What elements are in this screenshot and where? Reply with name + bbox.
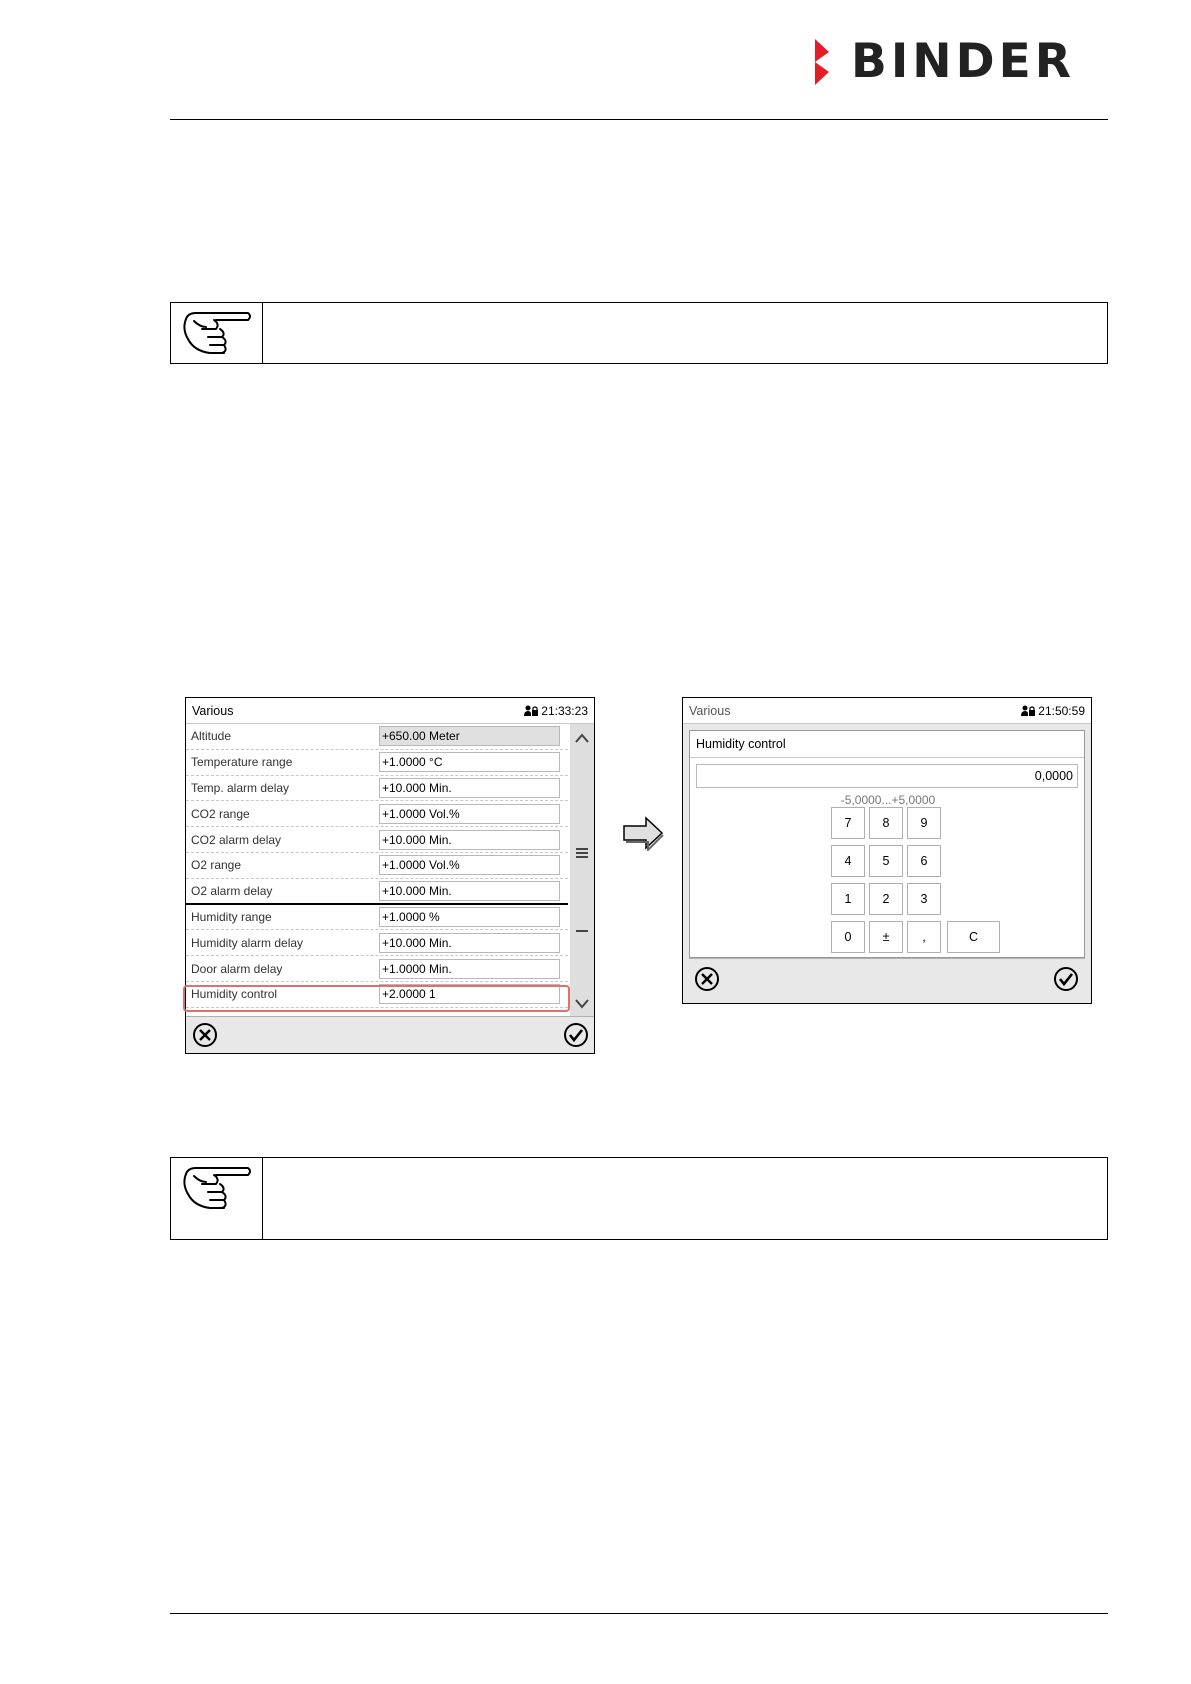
settings-row-door-alarm-delay[interactable] (186, 956, 568, 982)
binder-logo-mark-icon (815, 39, 843, 85)
screen-titlebar (683, 698, 1091, 724)
row-value-field[interactable]: +1.0000 Vol.% (379, 855, 560, 875)
scroll-down-icon[interactable] (570, 996, 594, 1012)
cancel-icon[interactable] (694, 966, 720, 992)
row-label: Temperature range (191, 755, 293, 770)
cancel-icon[interactable] (192, 1022, 218, 1048)
row-value-field[interactable]: +10.000 Min. (379, 830, 560, 850)
keypad-key-5[interactable]: 5 (869, 845, 903, 877)
row-label: Door alarm delay (191, 961, 283, 976)
note-icon-cell (171, 303, 263, 363)
dialog-footer (689, 958, 1085, 999)
keypad-key-7[interactable]: 7 (831, 807, 865, 839)
row-value-field[interactable]: +1.0000 % (379, 907, 560, 927)
screen-titlebar (186, 698, 594, 724)
row-value-field[interactable]: +10.000 Min. (379, 933, 560, 953)
dialog-title: Humidity control (690, 731, 1084, 758)
keypad-key-4[interactable]: 4 (831, 845, 865, 877)
clock-time: 21:50:59 (1038, 703, 1085, 718)
keypad-key-2[interactable]: 2 (869, 883, 903, 915)
menu-lines-icon[interactable] (570, 846, 594, 860)
settings-row-o2-range[interactable] (186, 853, 568, 879)
settings-row-co2-range[interactable] (186, 801, 568, 827)
footer-rule (170, 1613, 1108, 1614)
keypad-key-6[interactable]: 6 (907, 845, 941, 877)
keypad-key-1[interactable]: 1 (831, 883, 865, 915)
settings-row-co2-alarm-delay[interactable] (186, 827, 568, 853)
settings-row-temp-alarm-delay[interactable] (186, 776, 568, 802)
settings-list (186, 724, 568, 1008)
settings-row-humidity-alarm-delay[interactable] (186, 930, 568, 956)
row-label: O2 range (191, 858, 242, 873)
scroll-up-icon[interactable] (570, 730, 594, 746)
note-icon-cell (171, 1158, 263, 1239)
brand-name: BINDER (851, 34, 1075, 89)
keypad-key-0[interactable]: 0 (831, 921, 865, 953)
row-value-field[interactable]: +10.000 Min. (379, 881, 560, 901)
scrollbar[interactable] (570, 724, 594, 1016)
row-label: O2 alarm delay (191, 883, 273, 898)
keypad-key-comma[interactable]: , (907, 921, 941, 953)
keypad-key-plus-minus[interactable]: ± (869, 921, 903, 953)
row-value-field[interactable]: +650.00 Meter (379, 726, 560, 746)
row-value-field[interactable]: +1.0000 °C (379, 752, 560, 772)
note-text (263, 303, 1107, 363)
row-value-field[interactable]: +1.0000 Vol.% (379, 804, 560, 824)
row-label: Altitude (191, 729, 232, 744)
settings-row-o2-alarm-delay[interactable] (186, 879, 568, 905)
settings-row-altitude[interactable] (186, 724, 568, 750)
binder-logo (815, 34, 1075, 89)
note-box (170, 1157, 1108, 1240)
screen-title: Various (689, 703, 731, 718)
value-range: -5,0000...+5,0000 (840, 793, 936, 807)
row-label: CO2 range (191, 806, 250, 821)
selected-row-highlight (183, 985, 570, 1012)
confirm-icon[interactable] (1053, 966, 1079, 992)
value-input[interactable]: 0,0000 (696, 764, 1078, 788)
row-label: CO2 alarm delay (191, 832, 282, 847)
user-lock-icon (1021, 705, 1035, 717)
clock (1021, 704, 1085, 718)
keypad-key-3[interactable]: 3 (907, 883, 941, 915)
keypad-key-8[interactable]: 8 (869, 807, 903, 839)
settings-row-temperature-range[interactable] (186, 750, 568, 776)
row-value-field[interactable]: +1.0000 Min. (379, 959, 560, 979)
scroll-position-line-icon (570, 928, 594, 934)
row-label: Temp. alarm delay (191, 780, 290, 795)
clock-time: 21:33:23 (541, 703, 588, 718)
row-value-field[interactable]: +2.0000 1 (379, 984, 560, 1004)
screen-title: Various (192, 703, 234, 718)
pointing-hand-icon (180, 1162, 254, 1214)
row-label: Humidity control (191, 987, 278, 1002)
clock (524, 704, 588, 718)
user-lock-icon (524, 705, 538, 717)
settings-row-humidity-range[interactable] (186, 905, 568, 931)
header-rule (170, 119, 1108, 120)
keypad-key-9[interactable]: 9 (907, 807, 941, 839)
humidity-control-dialog (689, 730, 1085, 958)
note-text (263, 1158, 1107, 1239)
row-label: Humidity range (191, 909, 272, 924)
numeric-entry-screen (682, 697, 1092, 1004)
row-value-field[interactable]: +10.000 Min. (379, 778, 560, 798)
confirm-icon[interactable] (563, 1022, 589, 1048)
note-box (170, 302, 1108, 364)
row-label: Humidity alarm delay (191, 935, 304, 950)
keypad-key-clear[interactable]: C (947, 921, 1000, 953)
screen-footer (186, 1016, 594, 1053)
right-arrow-icon (622, 815, 664, 851)
pointing-hand-icon (180, 307, 254, 359)
